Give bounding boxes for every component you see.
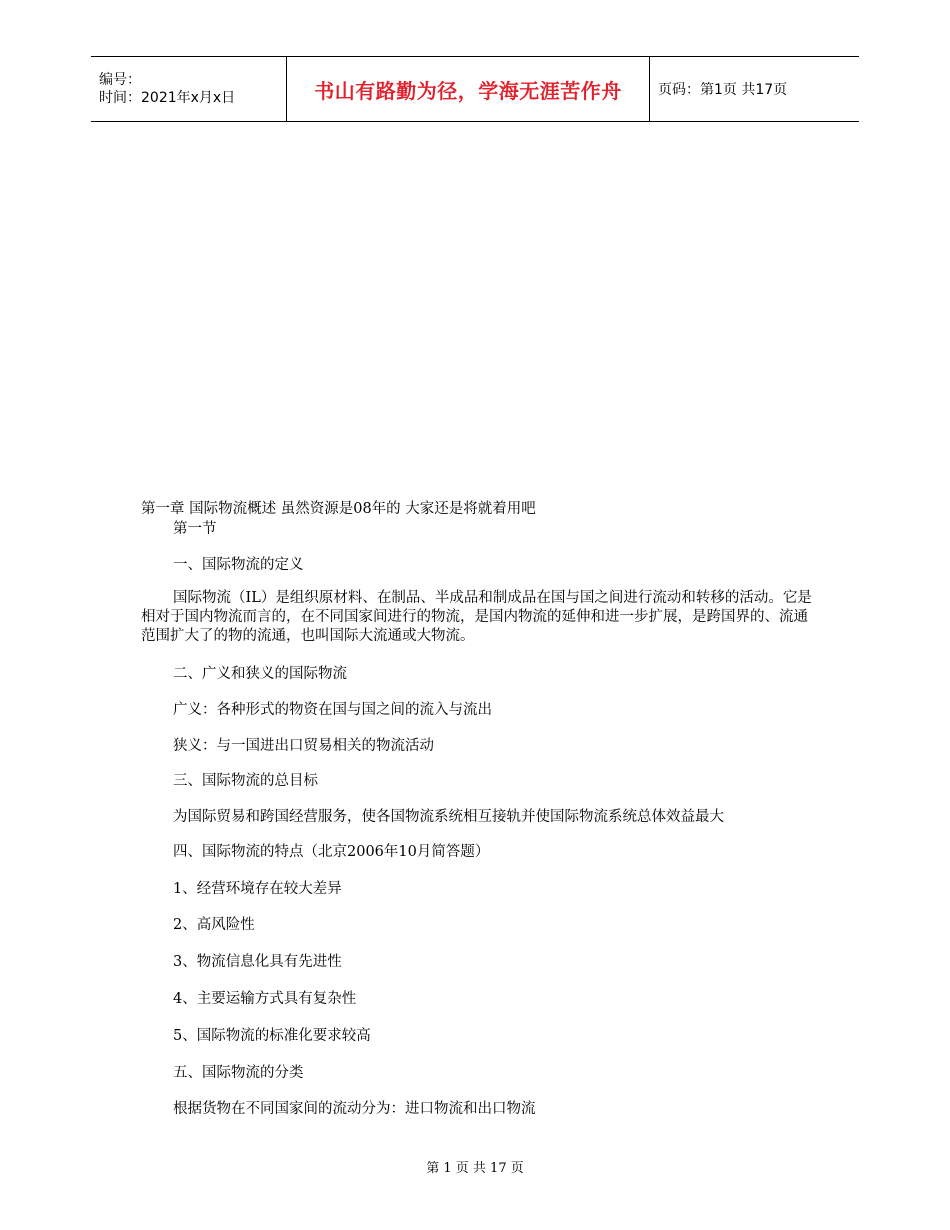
document-number: 编号：	[99, 72, 141, 88]
page-header	[91, 56, 859, 122]
feature-item: 4、主要运输方式具有复杂性	[173, 991, 357, 1007]
header-meta	[91, 57, 287, 121]
header-page-cell	[650, 57, 859, 121]
heading-broad-narrow: 二、广义和狭义的国际物流	[173, 666, 347, 682]
heading-features: 四、国际物流的特点（北京2006年10月简答题）	[173, 844, 490, 860]
heading-classification: 五、国际物流的分类	[173, 1065, 304, 1081]
header-motto: 书山有路勤为径，学海无涯苦作舟	[314, 78, 622, 103]
feature-item: 2、高风险性	[173, 917, 255, 933]
text-narrow: 狭义：与一国进出口贸易相关的物流活动	[173, 738, 434, 754]
text-classification: 根据货物在不同国家间的流动分为：进口物流和出口物流	[173, 1101, 536, 1117]
heading-goal: 三、国际物流的总目标	[173, 773, 318, 789]
header-page-number: 页码：第1页 共17页	[658, 82, 788, 98]
heading-definition: 一、国际物流的定义	[173, 557, 304, 573]
text-broad: 广义：各种形式的物资在国与国之间的流入与流出	[173, 702, 492, 718]
paragraph-definition: 国际物流（IL）是组织原材料、在制品、半成品和制成品在国与国之间进行流动和转移的活动。它是相对于国内物流而言的，在不同国家间进行的物流，是国内物流的延伸和进一步扩展，是跨国界的、流通范围扩大了的物的流通，也叫国际大流通或大物流。	[141, 590, 812, 644]
document-time: 时间：2021年x月x日	[99, 90, 236, 106]
feature-item: 3、物流信息化具有先进性	[173, 954, 342, 970]
feature-item: 5、国际物流的标准化要求较高	[173, 1028, 371, 1044]
page-footer: 第 1 页 共 17 页	[426, 1161, 524, 1176]
section-title: 第一节	[173, 521, 217, 537]
feature-item: 1、经营环境存在较大差异	[173, 881, 342, 897]
header-motto-cell	[287, 57, 650, 121]
chapter-title: 第一章 国际物流概述 虽然资源是08年的 大家还是将就着用吧	[141, 501, 536, 517]
text-goal: 为国际贸易和跨国经营服务，使各国物流系统相互接轨并使国际物流系统总体效益最大	[173, 809, 724, 825]
